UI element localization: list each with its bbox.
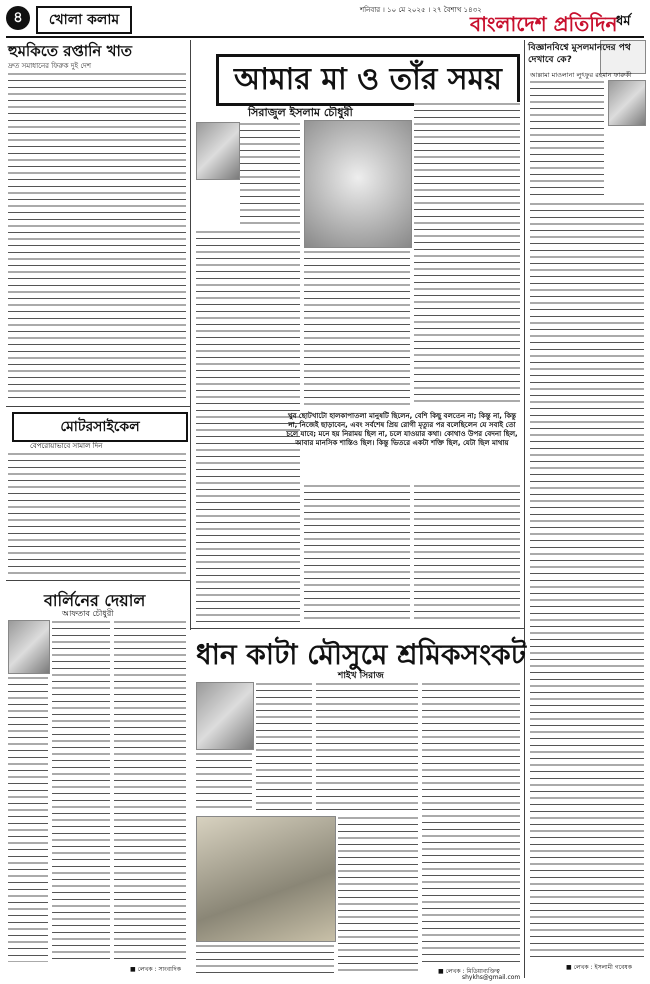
section-divider (6, 406, 190, 407)
article-body-dhan (422, 682, 520, 964)
article-subhead-motorcycle: বেপরোয়াভাবে সামাল দিন (30, 442, 103, 450)
article-body-dhan (196, 944, 334, 974)
article-body-berlin (52, 620, 110, 962)
article-headline-export: হুমকিতে রপ্তানি খাত (8, 42, 133, 60)
article-headline-berlin: বার্লিনের দেয়াল (44, 591, 146, 610)
signature-right: ■ লেখক : ইসলামী গবেষক (566, 964, 632, 971)
article-body-main (304, 250, 410, 406)
article-body-export (8, 72, 186, 402)
header-rule (6, 36, 644, 38)
date-line: শনিবার । ১০ মে ২০২৫ । ২৭ বৈশাখ ১৪৩২ (360, 6, 482, 14)
article-body-dhan (338, 816, 418, 974)
section-divider (6, 580, 190, 581)
masthead-logo: বাংলাদেশ প্রতিদিন (470, 12, 618, 36)
column-divider (190, 40, 191, 630)
section-label-right: ধর্ম (616, 14, 631, 29)
column-divider (524, 40, 525, 978)
article-body-main (414, 484, 520, 624)
signature-dhan: ■ লেখক : মিডিয়াব্যক্তিত্ব (438, 968, 500, 975)
author-photo-right (608, 80, 646, 126)
article-body-main (240, 122, 300, 226)
article-body-right (530, 202, 644, 958)
pen-illustration (304, 120, 412, 248)
email-dhan: shykhs@gmail.com (462, 974, 521, 981)
article-byline-dhan: শাইখ সিরাজ (338, 671, 384, 681)
article-headline-motorcycle: মোটরসাইকেল (12, 412, 188, 442)
section-divider (190, 628, 524, 629)
author-photo-main (196, 122, 240, 180)
article-byline-right: আল্লামা মাওলানা লুৎফুর রহমান ফারুকী (530, 71, 632, 79)
article-body-berlin (8, 676, 48, 962)
article-body-dhan (196, 752, 252, 812)
article-subhead-export: দ্রুত সমাধানের ফিরুক দুই দেশ (8, 62, 92, 70)
pull-quote: খুব ছোটখাটো হালকাপাতলা মানুষটি ছিলেন, বেশি কিছু বলতেন না; কিন্তু না, কিন্তু না, নিজেই ছাড়াবেন, এবং সর্বশেষ প্রিয় রোগী মৃত্যুর পর বলেছিলেন যে সবাই তো চলে যাবে; মনে হয় নিরাময় ছিল না, চলে যাওয়ার কথা। কোথাও উপর বেদনা ছিল, আবার মানসিক শান্তিও ছিল। কিন্তু ভিতরে একটা শক্তি ছিল, যেটা ছিল মাথায় (286, 412, 518, 447)
article-headline-right: বিজ্ঞানবিশ্বে মুসলমানদের পথ দেখাবে কে? (528, 43, 631, 65)
article-body-dhan (316, 682, 418, 812)
article-body-main (414, 102, 520, 406)
author-photo-dhan (196, 682, 254, 750)
article-body-motorcycle (8, 452, 186, 576)
article-byline-main: সিরাজুল ইসলাম চৌধুরী (248, 106, 353, 119)
section-label-left: খোলা কলাম (36, 6, 132, 34)
article-body-right (530, 80, 604, 200)
harvest-photo (196, 816, 336, 942)
article-body-berlin (114, 620, 186, 962)
author-photo-berlin (8, 620, 50, 674)
page-number: ৪ (6, 6, 30, 30)
article-byline-berlin: আফতাব চৌধুরী (62, 609, 114, 618)
article-headline-main: আমার মা ও তাঁর সময় (216, 54, 520, 106)
article-body-main (304, 484, 410, 624)
article-body-dhan (256, 682, 312, 812)
article-headline-dhan: ধান কাটা মৌসুমে শ্রমিকসংকট (196, 638, 526, 671)
signature-berlin: ■ লেখক : সাংবাদিক (130, 966, 181, 973)
